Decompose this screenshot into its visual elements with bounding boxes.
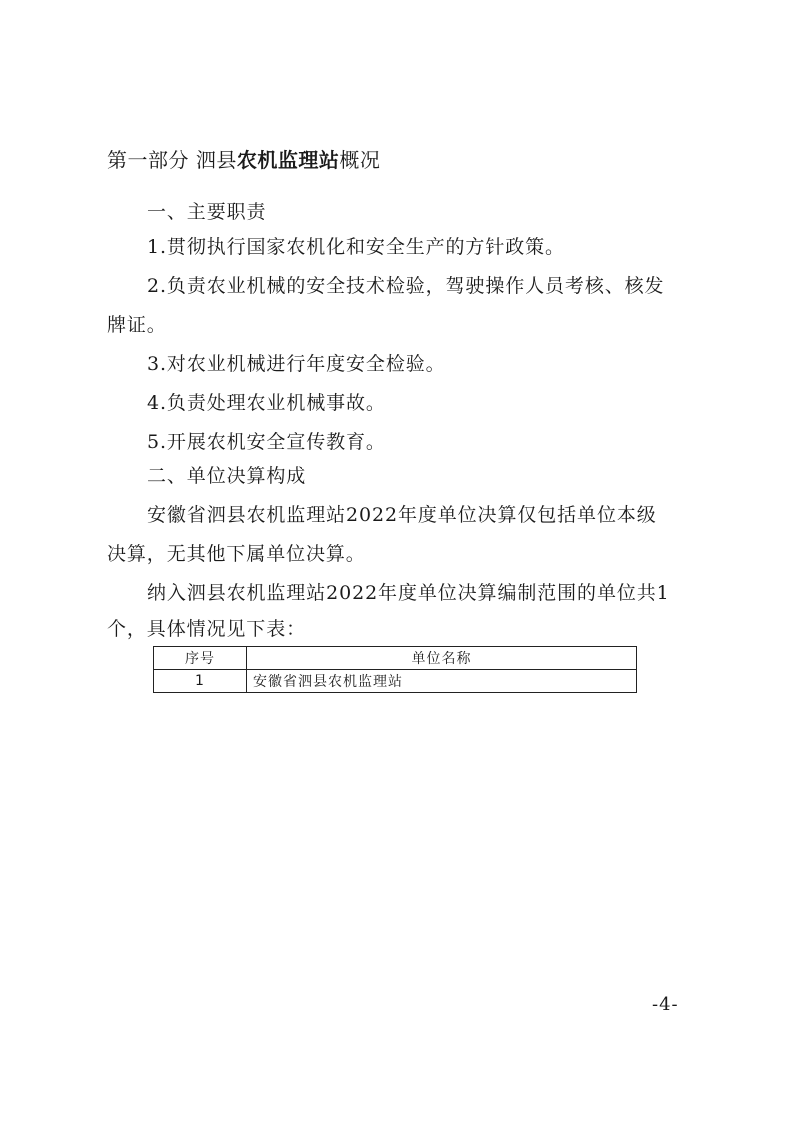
section1-heading: 一、主要职责 xyxy=(147,201,267,223)
duty-item-4: 4.负责处理农业机械事故。 xyxy=(147,392,386,414)
table-row xyxy=(154,670,637,693)
header-serial-number: 序号 xyxy=(154,647,247,670)
scope-paragraph-line-2: 个，具体情况见下表： xyxy=(107,618,307,640)
duty-item-5: 5.开展农机安全宣传教育。 xyxy=(147,431,386,453)
cell-unit-name: 安徽省泗县农机监理站 xyxy=(247,670,637,693)
units-table xyxy=(153,646,637,693)
cell-serial-number: 1 xyxy=(154,670,247,693)
composition-paragraph-line-2: 决算，无其他下属单位决算。 xyxy=(107,543,366,565)
duty-item-2: 2.负责农业机械的安全技术检验，驾驶操作人员考核、核发 xyxy=(147,275,665,297)
duty-item-3: 3.对农业机械进行年度安全检验。 xyxy=(147,353,446,375)
table-header-row xyxy=(154,647,637,670)
part-title-suffix: 概况 xyxy=(339,148,381,172)
scope-paragraph-line-1: 纳入泗县农机监理站2022年度单位决算编制范围的单位共1 xyxy=(147,582,670,604)
part-title-bold: 农机监理站 xyxy=(236,148,340,172)
composition-paragraph-line-1: 安徽省泗县农机监理站2022年度单位决算仅包括单位本级 xyxy=(147,504,657,526)
part-title-prefix: 第一部分 泗县 xyxy=(107,148,237,172)
page-number: -4- xyxy=(652,994,679,1015)
header-unit-name: 单位名称 xyxy=(247,647,637,670)
duty-item-2-continued: 牌证。 xyxy=(107,314,167,336)
section2-heading: 二、单位决算构成 xyxy=(147,465,307,487)
part-title xyxy=(107,148,380,172)
duty-item-1: 1.贯彻执行国家农机化和安全生产的方针政策。 xyxy=(147,236,565,258)
